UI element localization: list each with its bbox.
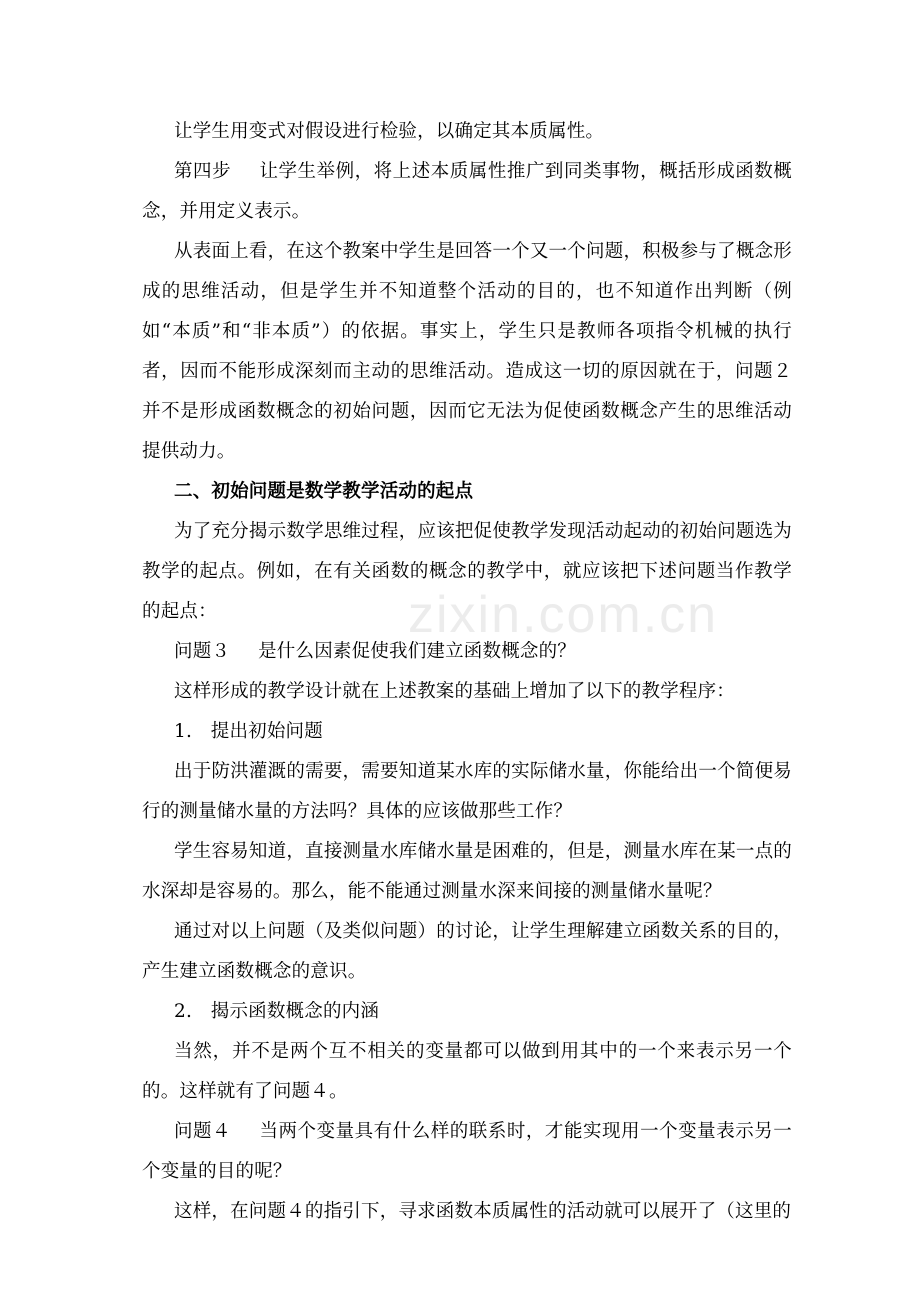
watermark-text: zixin.com.cn [408,586,719,644]
paragraph-text: 从表面上看，在这个教案中学生是回答一个又一个问题，积极参与了概念形成的思维活动，但是学生并不知道整个活动的目的，也不知道作出判断（例如“本质”和“非本质”）的依据。事实上，学生只是教师各项指令机械的执行者，因而不能形成深刻而主动的思维活动。造成这一切的原因就在于，问题２并不是形成函数概念的初始问题，因而它无法为促使函数概念产生的思维活动提供动力。 [142,241,792,462]
section-heading [142,472,792,512]
paragraph-text: 这样形成的教学设计就在上述教案的基础上增加了以下的教学程序： [174,681,736,702]
paragraph [142,672,792,712]
question-label: 问题３ [174,641,231,662]
paragraph-text: 1. 提出初始问题 [174,721,323,742]
paragraph-text: 当然，并不是两个互不相关的变量都可以做到用其中的一个来表示另一个的。这样就有了问题４。 [142,1041,792,1102]
question-label: 问题４ [174,1121,232,1142]
paragraph-question-three [142,632,792,672]
paragraph-text: 学生容易知道，直接测量水库储水量是困难的，但是，测量水库在某一点的水深却是容易的。那么，能不能通过测量水深来间接的测量储水量呢？ [142,841,792,902]
paragraph [142,752,792,832]
paragraph-text: 是什么因素促使我们建立函数概念的？ [258,641,577,662]
document-body [142,112,792,1232]
paragraph-text: 这样，在问题４的指引下，寻求函数本质属性的活动就可以展开了（这里的 [174,1201,792,1222]
paragraph-text: 出于防洪灌溉的需要，需要知道某水库的实际储水量，你能给出一个简便易行的测量储水量的方法吗？具体的应该做那些工作？ [142,761,792,822]
paragraph [142,512,792,632]
paragraph [142,912,792,992]
paragraph-text: 通过对以上问题（及类似问题）的讨论，让学生理解建立函数关系的目的，产生建立函数概念的意识。 [142,921,792,982]
paragraph [142,1032,792,1112]
paragraph-text: 让学生用变式对假设进行检验，以确定其本质属性。 [174,121,605,142]
paragraph [142,1192,792,1232]
list-item-heading [142,992,792,1032]
paragraph-text: 让学生举例，将上述本质属性推广到同类事物，概括形成函数概念，并用定义表示。 [142,161,792,222]
paragraph-text: 为了充分揭示数学思维过程，应该把促使教学发现活动起动的初始问题选为教学的起点。例如，在有关函数的概念的教学中，就应该把下述问题当作教学的起点： [142,521,792,622]
paragraph [142,232,792,472]
paragraph [142,112,792,152]
paragraph-question-four [142,1112,792,1192]
step-label: 第四步 [174,161,232,182]
heading-text: 二、初始问题是数学教学活动的起点 [174,481,474,502]
list-item-heading [142,712,792,752]
paragraph-text: 2. 揭示函数概念的内涵 [174,1001,380,1022]
paragraph [142,832,792,912]
paragraph-text: 当两个变量具有什么样的联系时，才能实现用一个变量表示另一个变量的目的呢？ [142,1121,792,1182]
paragraph-step-four [142,152,792,232]
